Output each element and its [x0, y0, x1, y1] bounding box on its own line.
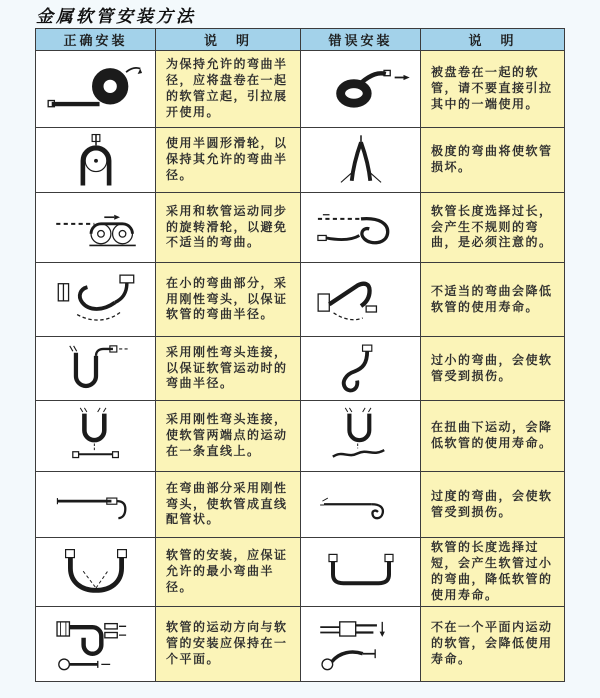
rigid-elbow-small-bend-icon — [42, 270, 150, 330]
wrong-description — [420, 128, 564, 192]
installation-methods-table — [35, 28, 565, 682]
description-text: 在弯曲部分采用刚性弯头，使软管成直线配管状。 — [166, 480, 288, 527]
coplanar-motion-illustration — [36, 607, 155, 681]
header-label: 错误安装 — [328, 33, 393, 48]
correct-description — [155, 193, 300, 262]
correct-description — [155, 472, 300, 537]
overlong-hose-illustration — [300, 193, 420, 262]
correct-description — [155, 401, 300, 471]
page-title: 金属软管安装方法 — [36, 7, 196, 27]
semicircular-pulley-icon — [42, 133, 150, 187]
table-row — [36, 471, 564, 537]
description-text: 为保持允许的弯曲半径，应将盘卷在一起的软管立起，引拉展开使用。 — [166, 57, 288, 119]
excessive-bend-illustration — [300, 472, 420, 537]
table-row — [36, 192, 564, 262]
inline-endpoint-motion-icon — [42, 407, 150, 465]
non-coplanar-motion-illustration — [300, 607, 420, 681]
description-text: 软管的运动方向与软管的安装应保持在一个平面。 — [166, 620, 288, 666]
description-text: 采用刚性弯头连接，使软管两端点的运动在一条直线上。 — [166, 412, 288, 458]
header-correct-installation — [36, 29, 155, 50]
standing-coil-hose-icon — [42, 58, 150, 120]
correct-description — [155, 607, 300, 681]
header-label: 说 明 — [468, 33, 517, 48]
description-text: 采用刚性弯头连接，以保证软管运动时的弯曲半径。 — [166, 344, 288, 391]
twisted-motion-illustration — [300, 401, 420, 471]
correct-description — [155, 263, 300, 336]
improper-bend-icon — [307, 270, 415, 330]
description-text: 不适当的弯曲会降低软管的使用寿命。 — [431, 283, 553, 314]
table-row — [36, 336, 564, 400]
rigid-elbow-connection-icon — [46, 342, 146, 396]
table-row — [36, 127, 564, 192]
header-wrong-installation — [300, 29, 420, 50]
description-text: 在扭曲下运动，会降低软管的使用寿命。 — [431, 420, 553, 450]
semicircular-pulley-illustration — [36, 128, 155, 192]
overshort-hose-illustration — [300, 538, 420, 606]
undersized-bend-icon — [311, 342, 411, 396]
pulled-coil-hose-illustration — [300, 51, 420, 127]
correct-description — [155, 337, 300, 400]
excessive-bend-icon — [307, 478, 415, 532]
minimum-bend-radius-icon — [42, 544, 150, 600]
undersized-bend-illustration — [300, 337, 420, 400]
description-text: 软管长度选择过长，会产生不规则的弯曲，是必须注意的。 — [431, 203, 553, 250]
description-text: 使用半圆形滑轮，以保持其允许的弯曲半径。 — [166, 136, 288, 182]
table-row — [36, 262, 564, 336]
wrong-description — [420, 51, 564, 127]
improper-bend-illustration — [300, 263, 420, 336]
non-coplanar-motion-icon — [307, 613, 415, 675]
description-text: 采用和软管运动同步的旋转滑轮，以避免不适当的弯曲。 — [166, 203, 288, 250]
table-row — [36, 606, 564, 681]
wrong-description — [420, 263, 564, 336]
correct-description — [155, 538, 300, 606]
standing-coil-hose-illustration — [36, 51, 155, 127]
correct-description — [155, 51, 300, 127]
pulled-coil-hose-icon — [307, 58, 415, 120]
rigid-elbow-connection-illustration — [36, 337, 155, 400]
header-label: 正确安装 — [63, 33, 128, 48]
extreme-bend-icon — [307, 133, 415, 187]
description-text: 不在一个平面内运动的软管，会降低使用寿命。 — [431, 620, 553, 666]
wrong-description — [420, 193, 564, 262]
description-text: 软管的长度选择过短，会产生软管过小的弯曲，降低软管的使用寿命。 — [431, 540, 553, 602]
inline-endpoint-motion-illustration — [36, 401, 155, 471]
description-text: 过小的弯曲，会使软管受到损伤。 — [431, 352, 553, 383]
table-row — [36, 50, 564, 127]
description-text: 在小的弯曲部分，采用刚性弯头，以保证软管的弯曲半径。 — [166, 275, 288, 322]
description-text: 被盘卷在一起的软管，请不要直接引拉其中的一端使用。 — [431, 65, 553, 111]
correct-description — [155, 128, 300, 192]
table-row — [36, 537, 564, 606]
twisted-motion-icon — [307, 407, 415, 465]
description-text: 软管的安装，应保证允许的最小弯曲半径。 — [166, 548, 288, 594]
minimum-bend-radius-illustration — [36, 538, 155, 606]
wrong-description — [420, 337, 564, 400]
header-description-correct — [155, 29, 300, 50]
wrong-description — [420, 538, 564, 606]
table-header-row — [36, 29, 564, 50]
coplanar-motion-icon — [42, 613, 150, 675]
wrong-description — [420, 472, 564, 537]
header-description-wrong — [420, 29, 564, 50]
wrong-description — [420, 401, 564, 471]
overlong-hose-icon — [307, 199, 415, 257]
table-row — [36, 400, 564, 471]
rotating-pulleys-illustration — [36, 193, 155, 262]
description-text: 极度的弯曲将使软管损坏。 — [431, 144, 553, 174]
extreme-bend-illustration — [300, 128, 420, 192]
header-label: 说 明 — [203, 33, 252, 48]
overshort-hose-icon — [307, 544, 415, 600]
rigid-elbow-small-bend-illustration — [36, 263, 155, 336]
wrong-description — [420, 607, 564, 681]
straight-piping-elbow-icon — [42, 478, 150, 532]
straight-piping-elbow-illustration — [36, 472, 155, 537]
description-text: 过度的弯曲，会使软管受到损伤。 — [431, 488, 553, 519]
rotating-pulleys-icon — [42, 199, 150, 257]
